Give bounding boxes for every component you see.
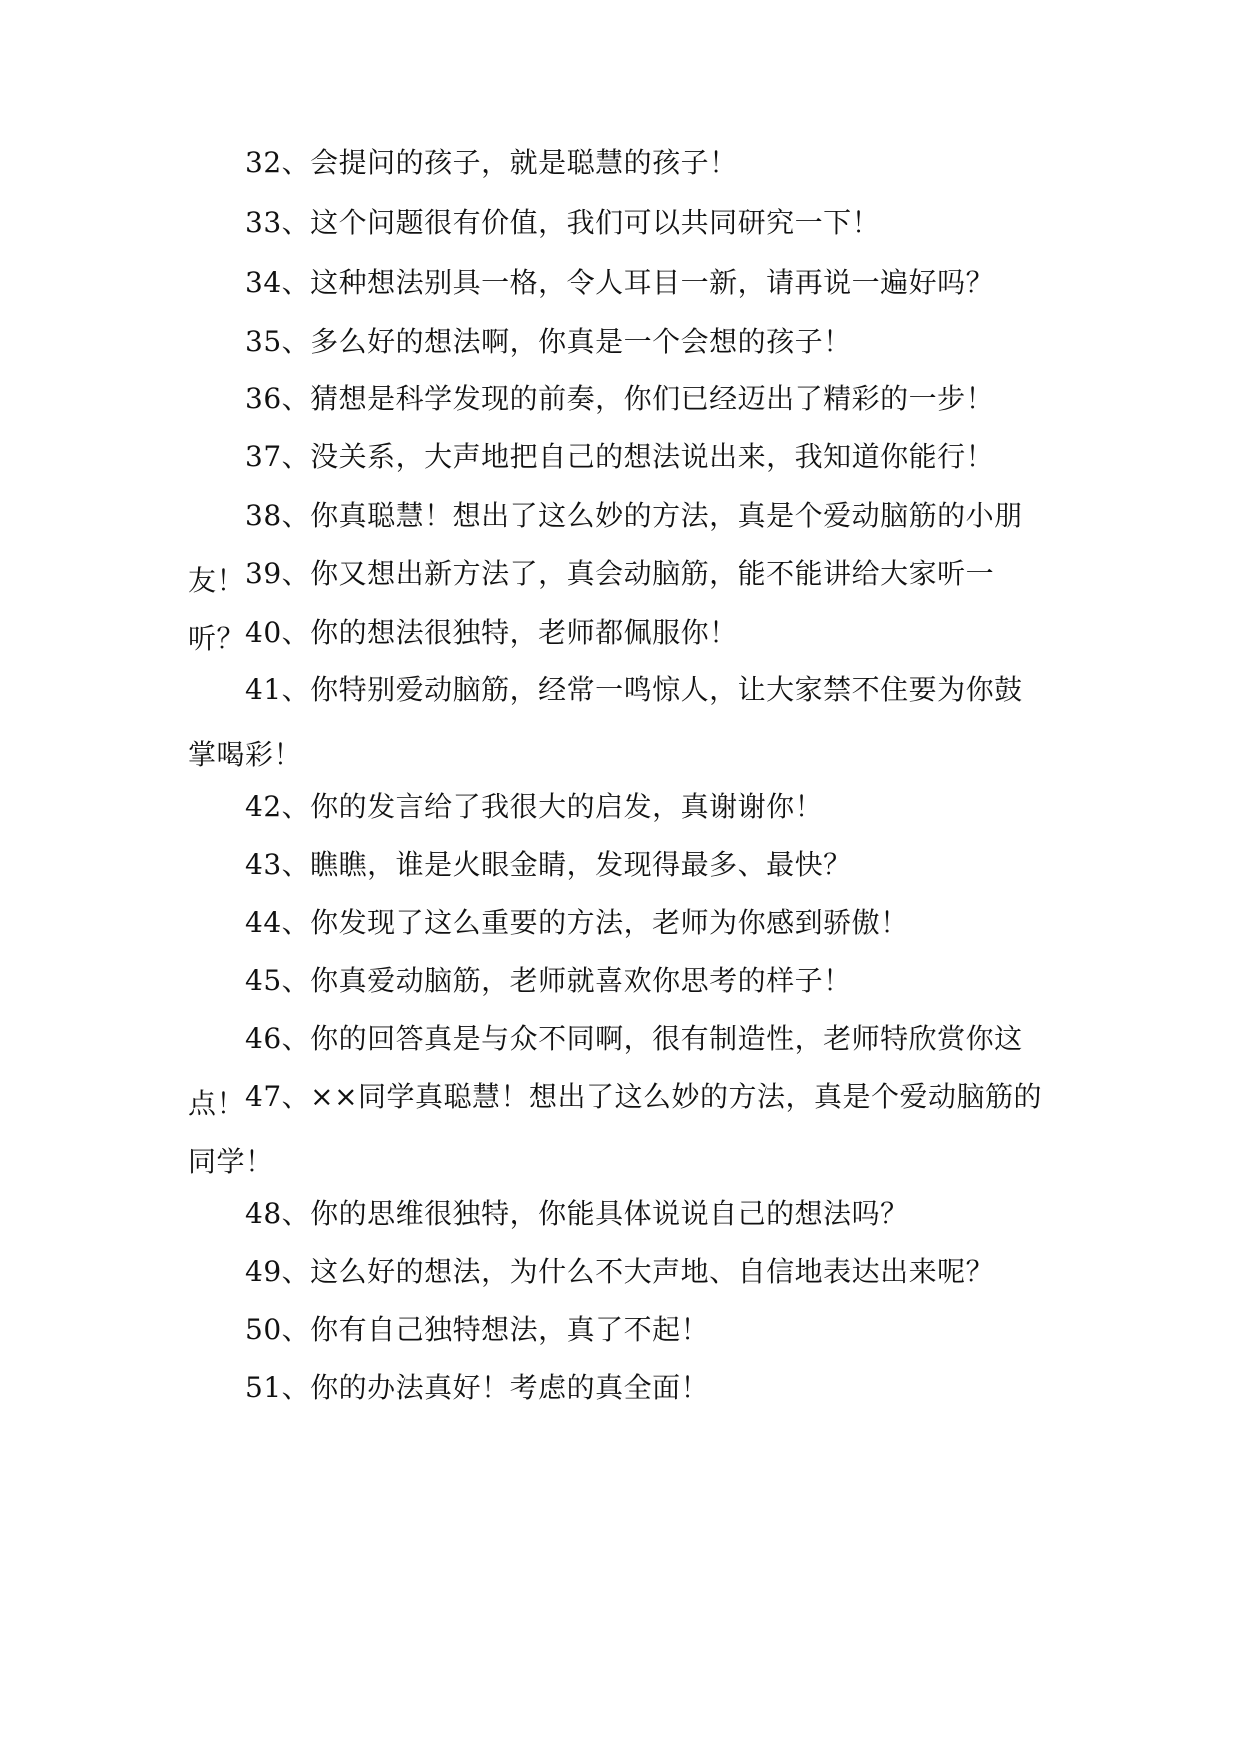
list-item: 37、没关系，大声地把自己的想法说出来，我知道你能行！ [245,440,995,473]
list-item: 50、你有自己独特想法，真了不起！ [245,1313,710,1346]
list-item: 48、你的思维很独特，你能具体说说自己的想法吗？ [245,1197,909,1230]
list-item: 32、会提问的孩子，就是聪慧的孩子！ [245,146,738,179]
list-item: 33、这个问题很有价值，我们可以共同研究一下！ [245,206,881,239]
list-item: 35、多么好的想法啊，你真是一个会想的孩子！ [245,325,852,358]
list-item: 41、你特别爱动脑筋，经常一鸣惊人，让大家禁不住要为你鼓掌喝彩！ [188,673,1023,771]
list-item: 49、这么好的想法，为什么不大声地、自信地表达出来呢？ [245,1255,995,1288]
list-item: 51、你的办法真好！考虑的真全面！ [245,1371,710,1404]
list-item: 42、你的发言给了我很大的启发，真谢谢你！ [245,790,824,823]
list-item: 34、这种想法别具一格，令人耳目一新，请再说一遍好吗？ [245,266,995,299]
list-item: 38、你真聪慧！想出了这么妙的方法，真是个爱动脑筋的小朋友！ [188,499,1023,597]
list-item: 46、你的回答真是与众不同啊，很有制造性，老师特欣赏你这点！ [188,1022,1023,1120]
list-item: 44、你发现了这么重要的方法，老师为你感到骄傲！ [245,906,909,939]
list-item: 40、你的想法很独特，老师都佩服你！ [245,616,738,649]
list-item: 47、××同学真聪慧！想出了这么妙的方法，真是个爱动脑筋的同学！ [188,1080,1043,1178]
list-item: 43、瞧瞧，谁是火眼金睛，发现得最多、最快？ [245,848,852,881]
list-item: 36、猜想是科学发现的前奏，你们已经迈出了精彩的一步！ [245,382,995,415]
list-item: 39、你又想出新方法了，真会动脑筋，能不能讲给大家听一听？ [188,557,995,655]
list-item: 45、你真爱动脑筋，老师就喜欢你思考的样子！ [245,964,852,997]
